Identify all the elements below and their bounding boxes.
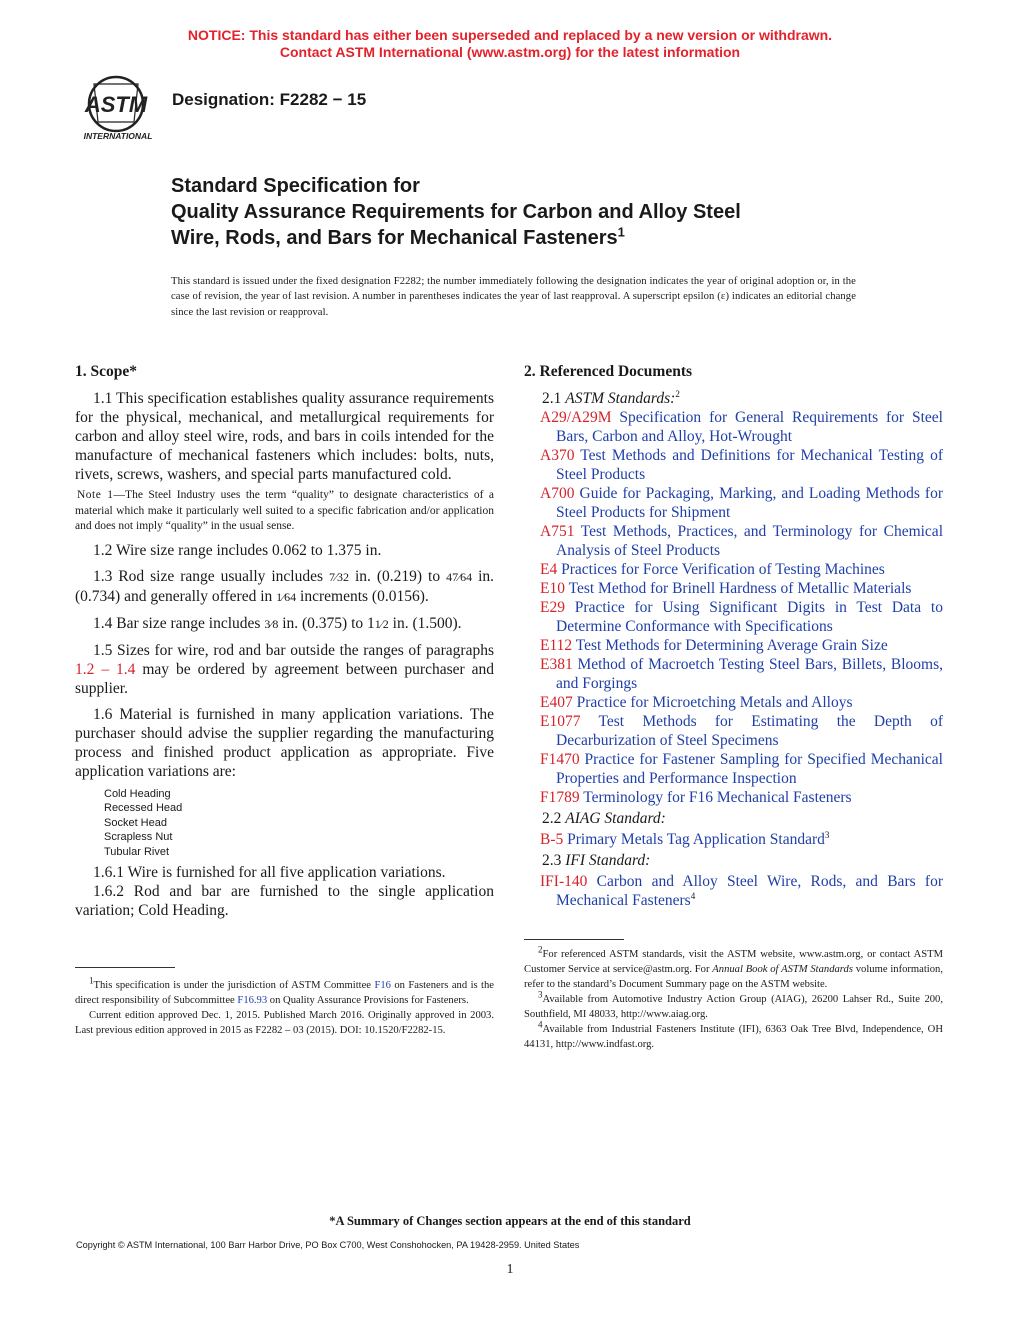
scope-1-2: 1.2 Wire size range includes 0.062 to 1.375 in. — [93, 541, 382, 559]
ifi-standard-label: 2.3 IFI Standard: — [542, 852, 651, 869]
title-line-3: Wire, Rods, and Bars for Mechanical Fasteners — [171, 227, 618, 249]
ref-a370[interactable]: A370 Test Methods and Definitions for Mechanical Testing of Steel Products — [540, 447, 943, 483]
title-footnote-mark[interactable]: 1 — [617, 224, 625, 240]
aiag-standard-label: 2.2 AIAG Standard: — [542, 810, 666, 827]
ref-e29[interactable]: E29 Practice for Using Significant Digits in Test Data to Determine Conformance with Specifications — [540, 599, 943, 635]
footnote-divider-left — [75, 967, 175, 968]
scope-1-1: 1.1 This specification establishes quality assurance requirements for the physical, mechanical, and metallurgical requirements for carbon and alloy steel wire, rods, and bars in coils intended for the manufacture of mechanical fasteners which includes: bolts, nuts, rivets, screws, washers, and special parts manufactured cold. — [75, 390, 494, 483]
astm-logo — [74, 74, 162, 144]
ref-e112[interactable]: E112 Test Methods for Determining Average Grain Size — [540, 637, 888, 654]
notice-line-2: Contact ASTM International (www.astm.org) for the latest information — [279, 44, 741, 60]
scope-heading: 1. Scope* — [75, 363, 137, 380]
ref-e407[interactable]: E407 Practice for Microetching Metals and Alloys — [540, 694, 853, 711]
withdrawal-notice — [0, 27, 1020, 61]
application-variations-list — [75, 787, 494, 860]
list-item: Socket Head — [104, 816, 167, 829]
footnote-1: $^1$This specification is under the jurisdiction of ASTM Committee F16 on Fasteners and is the direct responsibility of Subcommittee F16.93 on Quality Assurance Provisions for Fasteners. — [75, 975, 494, 1006]
scope-section — [75, 362, 494, 920]
copyright-line: Copyright © ASTM International, 100 Barr Harbor Drive, PO Box C700, West Conshohocken, PA 19428-2959. United States — [76, 1240, 580, 1250]
paragraph-range-link[interactable]: 1.2 – 1.4 — [75, 660, 136, 678]
scope-note-1 — [75, 488, 494, 535]
issuance-statement: This standard is issued under the fixed designation F2282; the number immediately following the designation indicates the year of original adoption or, in the case of revision, the year of last revision. A number in parentheses indicates the year of last reapproval. A superscript epsilon (ε) indicates an editorial change since the last revision or reapproval. — [171, 276, 856, 318]
list-item: Cold Heading — [104, 787, 171, 800]
ref-ifi-140[interactable]: IFI-140 Carbon and Alloy Steel Wire, Rods, and Bars for Mechanical Fasteners$^4$ — [540, 873, 943, 909]
footnotes-right — [524, 944, 943, 1052]
ref-e1077[interactable]: E1077 Test Methods for Estimating the Depth of Decarburization of Steel Specimens — [540, 713, 943, 749]
list-item: Tubular Rivet — [104, 845, 170, 858]
ref-e381[interactable]: E381 Method of Macroetch Testing Steel Bars, Billets, Blooms, and Forgings — [540, 656, 943, 692]
ref-e10[interactable]: E10 Test Method for Brinell Hardness of Metallic Materials — [540, 580, 912, 597]
refdocs-heading: 2. Referenced Documents — [524, 363, 693, 380]
notice-line-1: NOTICE: This standard has either been superseded and replaced by a new version or withdrawn. — [187, 27, 833, 43]
logo-subtitle: INTERNATIONAL — [83, 131, 153, 141]
referenced-documents-section — [524, 362, 943, 910]
ref-b5[interactable]: B-5 Primary Metals Tag Application Standard$^3$ — [540, 829, 830, 848]
scope-1-6: 1.6 Material is furnished in many application variations. The purchaser should advise the supplier regarding the manufacturing process and finished product application as appropriate. Five application variations are: — [75, 705, 494, 780]
footnote-4: $^4$Available from Industrial Fasteners Institute (IFI), 6363 Oak Tree Blvd, Independence, OH 44131, http://www.indfast.org. — [524, 1019, 943, 1050]
scope-1-3: 1.3 Rod size range usually includes 7⁄32 in. (0.219) to 47⁄64 in. (0.734) and generally offered in 1⁄64 increments (0.0156). — [75, 567, 494, 605]
list-item: Scrapless Nut — [104, 831, 173, 843]
document-title — [171, 173, 911, 251]
committee-f16-link[interactable]: F16 — [374, 980, 391, 991]
scope-1-5: 1.5 Sizes for wire, rod and bar outside the ranges of paragraphs 1.2 – 1.4 may be ordered by agreement between purchaser and supplier. — [75, 641, 494, 697]
ref-f1470[interactable]: F1470 Practice for Fastener Sampling for Specified Mechanical Properties and Performance Inspection — [540, 751, 943, 787]
page-number: 1 — [506, 1262, 514, 1277]
designation: Designation: F2282 − 15 — [172, 90, 367, 109]
note-text: —The Steel Industry uses the term “quality” to designate characteristics of a material which make it particularly well suited to a specific fabrication and/or application and does not imply “quality” in the usual sense. — [75, 489, 494, 532]
astm-standards-label: 2.1 ASTM Standards:$^2$ — [542, 388, 680, 407]
scope-1-6-1: 1.6.1 Wire is furnished for all five application variations. — [93, 864, 446, 881]
ref-a29[interactable]: A29/A29M Specification for General Requirements for Steel Bars, Carbon and Alloy, Hot-Wrought — [540, 409, 943, 445]
logo-letters: ASTM — [84, 92, 148, 117]
list-item: Recessed Head — [104, 802, 183, 814]
ref-e4[interactable]: E4 Practices for Force Verification of Testing Machines — [540, 561, 885, 578]
title-line-1: Standard Specification for — [171, 175, 420, 197]
scope-1-6-2: 1.6.2 Rod and bar are furnished to the single application variation; Cold Heading. — [75, 883, 494, 919]
ref-f1789[interactable]: F1789 Terminology for F16 Mechanical Fasteners — [540, 789, 852, 806]
footnote-divider-right — [524, 939, 624, 940]
note-label: Note 1 — [77, 489, 114, 501]
footnote-2: $^2$For referenced ASTM standards, visit the ASTM website, www.astm.org, or contact ASTM Customer Service at service@astm.org. For Annual Book of ASTM Standards volume information, refer to the standard’s Document Summary page on the ASTM website. — [524, 944, 943, 990]
subcommittee-f16-93-link[interactable]: F16.93 — [237, 995, 268, 1006]
scope-1-4: 1.4 Bar size range includes 3⁄8 in. (0.375) to 11⁄2 in. (1.500). — [93, 614, 462, 632]
footnotes-left — [75, 975, 494, 1038]
summary-of-changes-note: *A Summary of Changes section appears at the end of this standard — [329, 1214, 691, 1228]
footnote-3: $^3$Available from Automotive Industry Action Group (AIAG), 26200 Lahser Rd., Suite 200, Southfield, MI 48033, http://www.aiag.org. — [524, 989, 943, 1020]
ref-a751[interactable]: A751 Test Methods, Practices, and Terminology for Chemical Analysis of Steel Products — [540, 523, 943, 559]
footnote-1-edition: Current edition approved Dec. 1, 2015. Published March 2016. Originally approved in 2003. Last previous edition approved in 2015 as F2282 – 03 (2015). DOI: 10.1520/F2282-15. — [75, 1010, 494, 1036]
title-line-2: Quality Assurance Requirements for Carbon and Alloy Steel — [171, 201, 741, 223]
ref-a700[interactable]: A700 Guide for Packaging, Marking, and Loading Methods for Steel Products for Shipment — [540, 485, 943, 521]
